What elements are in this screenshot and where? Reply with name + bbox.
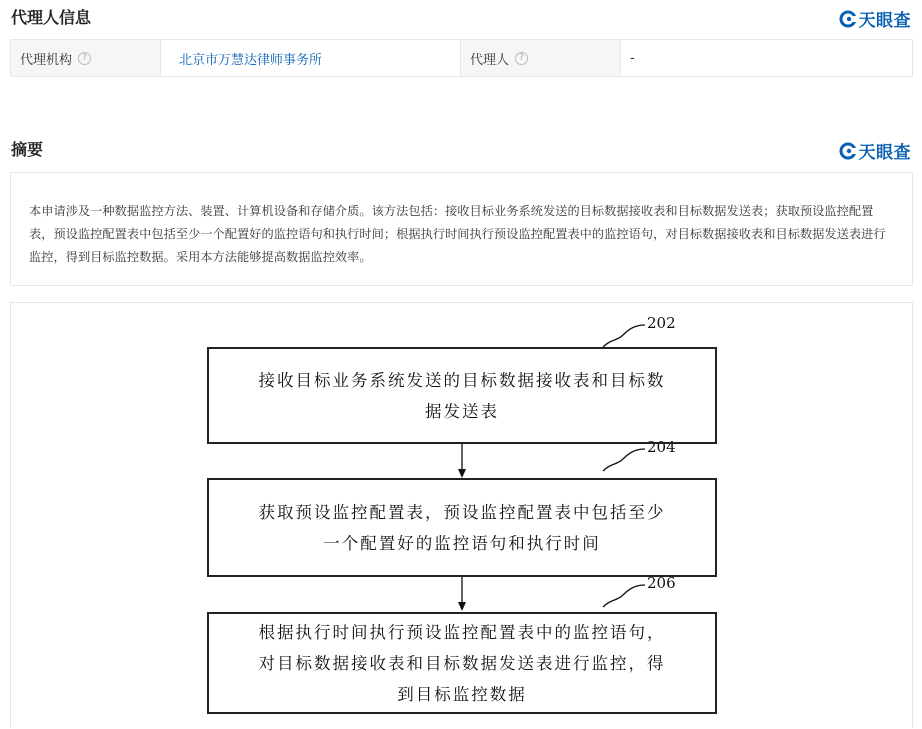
tianyancha-logo[interactable] [839, 138, 912, 163]
leader-line-204 [603, 449, 645, 471]
flow-step-text-line: 据发送表 [425, 401, 499, 421]
agent-section-title: 代理人信息 [11, 8, 92, 27]
logo-text: 天眼查 [858, 143, 911, 163]
agency-link[interactable]: 北京市万慧达律师事务所 [179, 52, 323, 68]
agent-label-cell [461, 40, 621, 76]
flow-step-202 [207, 347, 717, 444]
step-ref-202: 202 [647, 314, 676, 332]
flow-step-text-line: 对目标数据接收表和目标数据发送表进行监控，得 [258, 653, 666, 673]
tianyancha-logo-icon [839, 10, 857, 28]
arrow-2-head [458, 602, 466, 611]
tianyancha-logo-icon [839, 142, 857, 160]
step-ref-204: 204 [647, 438, 676, 456]
abstract-text: 本申请涉及一种数据监控方法、装置、计算机设备和存储介质。该方法包括：接收目标业务系统发送的目标数据接收表和目标数据发送表；获取预设监控配置表，预设监控配置表中包括至少一个配置好的监控语句和执行时间；根据执行时间执行预设监控配置表中的监控语句，对目标数据接收表和目标数据发送表进行监控，得到目标监控数据。采用本方法能够提高数据监控效率。 [29, 204, 886, 264]
arrow-1-head [458, 469, 466, 478]
flow-step-text-line: 获取预设监控配置表，预设监控配置表中包括至少 [258, 502, 666, 522]
abstract-section-title: 摘要 [11, 140, 44, 159]
agent-value-cell [621, 40, 912, 76]
agency-label: 代理机构 [20, 52, 73, 68]
help-icon[interactable]: ? [78, 52, 91, 65]
abstract-figure [10, 302, 913, 728]
agency-label-cell [11, 40, 161, 76]
agency-value-cell [161, 40, 461, 76]
agent-value: - [630, 50, 635, 66]
flow-step-text-line: 根据执行时间执行预设监控配置表中的监控语句， [258, 622, 666, 642]
agent-info-table [10, 39, 913, 77]
flow-step-204 [207, 478, 717, 577]
help-icon[interactable]: ? [515, 52, 528, 65]
logo-text: 天眼查 [858, 11, 911, 31]
flow-step-text-line: 一个配置好的监控语句和执行时间 [323, 533, 601, 553]
flow-step-text-line: 到目标监控数据 [397, 684, 527, 704]
leader-line-206 [603, 585, 645, 607]
tianyancha-logo[interactable] [839, 6, 912, 31]
abstract-box [10, 172, 913, 286]
flow-step-206 [207, 612, 717, 714]
step-ref-206: 206 [647, 574, 676, 592]
agent-label: 代理人 [470, 52, 510, 68]
leader-line-202 [603, 325, 645, 347]
flow-step-text-line: 接收目标业务系统发送的目标数据接收表和目标数 [258, 370, 666, 390]
